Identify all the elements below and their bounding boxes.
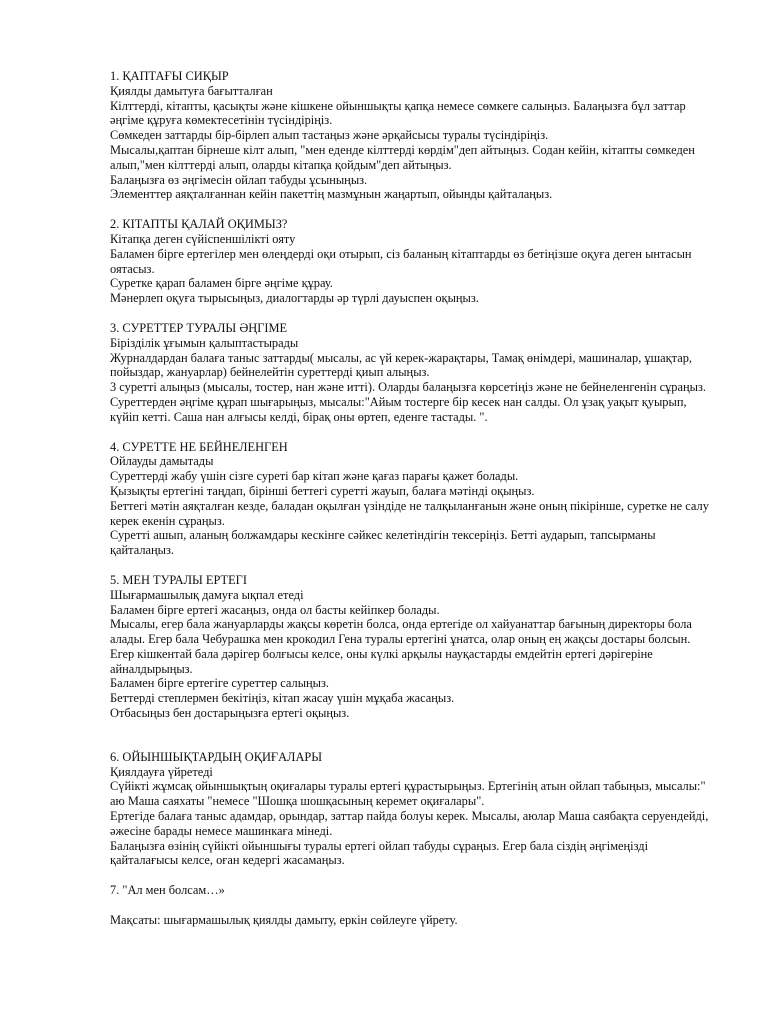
section-1 (110, 69, 712, 202)
paragraph: Мақсаты: шығармашылық қиялды дамыту, еркін сөйлеуге үйрету. (110, 913, 458, 928)
paragraph: Беттерді степлермен бекітіңіз, кітап жасау үшін мұқаба жасаңыз. (110, 691, 455, 706)
section-title: 1. ҚАПТАҒЫ СИҚЫР (110, 69, 229, 83)
paragraph: Суретке қарап баламен бірге әңгіме құрау. (110, 276, 333, 291)
paragraph: Кілттерді, кітапты, қасықты және кішкене ойыншықты қапқа немесе сөмкеге салыңыз. Балаңызға бұл заттар әңгіме құруға көмектесетінін түсіндіріңіз. (110, 98, 686, 128)
paragraph: Мәнерлеп оқуға тырысыңыз, диалогтарды әр түрлі дауыспен оқыңыз. (110, 291, 479, 306)
section-subtitle: Біріздiлік ұғымын қалыптастырады (110, 335, 299, 350)
paragraph: Суреттерді жабу үшін сізге суреті бар кітап және қағаз парағы қажет болады. (110, 469, 519, 484)
paragraph: Суреттерден әңгіме құрап шығарыңыз, мысалы:"Айым тостерге бір кесек нан салды. Ол ұзақ уақыт қуырып, күйіп кетті. Саша нан алғысы келді, бірақ оны өртеп, еденге тастады. ". (110, 394, 687, 424)
paragraph: Элементтер аяқталғаннан кейін пакеттің мазмұнын жаңартып, ойынды қайталаңыз. (110, 187, 553, 202)
paragraph: Баламен бірге ертегі жасаңыз, онда ол басты кейіпкер болады. (110, 602, 440, 617)
section-title: 7. "Ал мен болсам…» (110, 883, 225, 898)
section-subtitle: Шығармашылық дамуға ықпал етеді (110, 587, 304, 602)
paragraph: Сөмкеден заттарды бір-бірлеп алып тастаңыз және әрқайсысы туралы түсіндіріңіз. (110, 128, 549, 143)
section-subtitle: Кітапқа деген сүйіспеншілікті ояту (110, 231, 296, 246)
paragraph: Баламен бірге ертегілер мен өлеңдерді оқи отырып, сіз баланың кітаптарды өз бетіңізше оқуға деген ынтасын оятасыз. (110, 246, 692, 276)
paragraph: Мысалы,қаптан бірнеше кілт алып, "мен еденде кілттерді көрдім"деп айтыңыз. Содан кейін, кітапты сөмкеден алып,"мен кілттерді алып, оларды кітапқа қойдым"деп айтыңыз. (110, 142, 695, 172)
paragraph: 3 суретті алыңыз (мысалы, тостер, нан және итті). Оларды балаңызға көрсетіңіз және не бейнеленгенін сұраңыз. (110, 380, 706, 395)
paragraph: Баламен бірге ертегіге суреттер салыңыз. (110, 676, 329, 691)
section-5 (110, 573, 712, 721)
section-7 (110, 883, 712, 898)
section-title: 5. МЕН ТУРАЛЫ ЕРТЕГІ (110, 572, 247, 587)
paragraph: Беттегі мәтін аяқталған кезде, баладан оқылған үзіндіде не талқыланғанын және оның пікірінше, суретке не салу керек екенін сұраңыз. (110, 498, 709, 528)
section-2 (110, 217, 712, 306)
section-7-goal (110, 913, 712, 928)
paragraph: Балаңызға өзінің сүйікті ойыншығы туралы ертегі ойлап табуды сұраңыз. Егер бала сіздің әңгімеңізді қайталағысы келсе, оған кедергі жасамаңыз. (110, 838, 649, 868)
section-subtitle: Ойлауды дамытады (110, 454, 214, 469)
section-subtitle: Қиялды дамытуға бағытталған (110, 83, 273, 98)
section-title: 6. ОЙЫНШЫҚТАРДЫҢ ОҚИҒАЛАРЫ (110, 749, 323, 764)
paragraph: Ертегіде балаға таныс адамдар, орындар, заттар пайда болуы керек. Мысалы, аюлар Маша саябақта серуендейді, әжесіне барады немесе машинкаға мінеді. (110, 809, 709, 838)
section-title: 2. КІТАПТЫ ҚАЛАЙ ОҚИМЫЗ? (110, 217, 288, 232)
paragraph: Мысалы, егер бала жануарларды жақсы көретін болса, онда ертегіде ол хайуанаттар бағының директоры бола алады. Егер бала Чебурашка мен крокодил Гена туралы ертегіні ұнатса, олар оның ең жақсы достары болсын. Егер кішкентай бала дәрігер болғысы келсе, оны күлкі арқылы науқастарды емдейтін ертегі дәрігеріне айналдырыңыз. (110, 617, 692, 676)
section-title: 4. СУРЕТТЕ НЕ БЕЙНЕЛЕНГЕН (110, 439, 288, 454)
section-4 (110, 440, 712, 558)
section-subtitle: Қиялдауға үйретеді (110, 764, 213, 779)
paragraph: Балаңызға өз әңгімесін ойлап табуды ұсыныңыз. (110, 172, 368, 187)
paragraph: Қызықты ертегіні таңдап, бірінші беттегі суретті жауып, балаға мәтінді оқыңыз. (110, 483, 535, 498)
paragraph: Сүйікті жұмсақ ойыншықтың оқиғалары туралы ертегі құрастырыңыз. Ертегінің атын ойлап табыңыз, мысалы:" аю Маша саяхаты "немесе "Шошқа шошқасының керемет оқиғалары". (110, 779, 706, 809)
paragraph: Отбасыңыз бен достарыңызға ертегі оқыңыз. (110, 706, 350, 721)
section-3 (110, 321, 712, 425)
section-6 (110, 750, 712, 868)
paragraph: Суретті ашып, аланың болжамдары кескінге сәйкес келетіндігін тексеріңіз. Бетті аударып, тапсырманы қайталаңыз. (110, 528, 656, 558)
paragraph: Журналдардан балаға таныс заттарды( мысалы, ас үй керек-жарақтары, Тамақ өнімдері, машиналар, ұшақтар, пойыздар, жануарлар) бейнелейтін суреттерді қиып алыңыз. (110, 350, 693, 380)
section-title: 3. СУРЕТТЕР ТУРАЛЫ ӘҢГІМЕ (110, 320, 288, 335)
document-page (110, 69, 712, 943)
